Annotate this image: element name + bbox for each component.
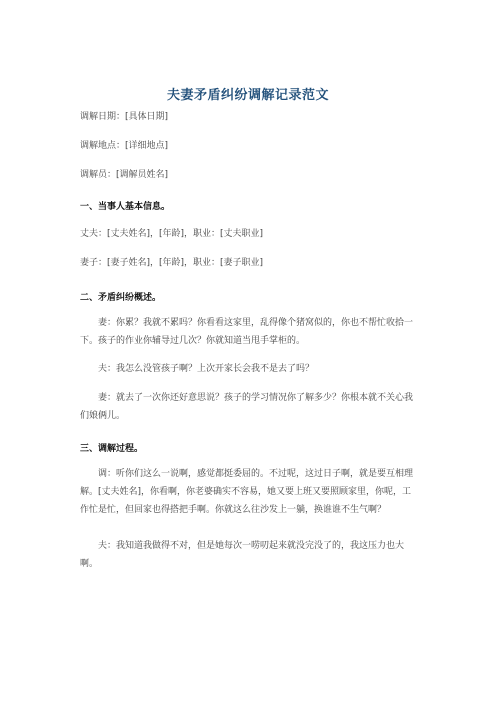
husband-info: 丈夫：[丈夫姓名]，[年龄]，职业：[丈夫职业] bbox=[80, 229, 264, 239]
section-heading-parties: 一、当事人基本信息。 bbox=[80, 202, 171, 212]
dialogue-paragraph bbox=[80, 389, 420, 425]
document-title: 夫妻矛盾纠纷调解记录范文 bbox=[166, 88, 329, 103]
mediator-name: 调解员：[调解员姓名] bbox=[80, 170, 169, 180]
dialogue-paragraph bbox=[80, 537, 420, 573]
wife-info: 妻子：[妻子姓名]，[年龄]，职业：[妻子职业] bbox=[80, 258, 264, 268]
dialogue-text: 妻：就去了一次你还好意思说？孩子的学习情况你了解多少？你根本就不关心我们娘俩儿。 bbox=[80, 393, 414, 421]
dialogue-paragraph bbox=[80, 314, 420, 350]
dialogue-paragraph bbox=[80, 360, 420, 378]
dialogue-text: 夫：我知道我做得不对，但是她每次一唠叨起来就没完没了的，我这压力也大啊。 bbox=[80, 541, 405, 569]
dialogue-text: 妻：你累？我就不累吗？你看看这家里，乱得像个猪窝似的，你也不帮忙收拾一下。孩子的作业你辅导过几次？你就知道当甩手掌柜的。 bbox=[80, 318, 414, 346]
dialogue-text: 调：听你们这么一说啊，感觉都挺委屈的。不过呢，这过日子啊，就是要互相理解。[丈夫姓名]，你看啊，你老婆确实不容易，她又要上班又要照顾家里，你呢，工作忙是忙，但回家也得搭把手啊。你就这么往沙发上一躺，换谁谁不生气啊？ bbox=[80, 469, 414, 515]
mediation-place: 调解地点：[详细地点] bbox=[80, 141, 169, 151]
dialogue-text: 夫：我怎么没管孩子啊？上次开家长会我不是去了吗？ bbox=[98, 364, 315, 374]
mediation-date: 调解日期：[具体日期] bbox=[80, 112, 169, 122]
section-heading-overview: 二、矛盾纠纷概述。 bbox=[80, 293, 162, 303]
dialogue-paragraph bbox=[80, 465, 420, 519]
section-heading-process: 三、调解过程。 bbox=[80, 444, 144, 454]
